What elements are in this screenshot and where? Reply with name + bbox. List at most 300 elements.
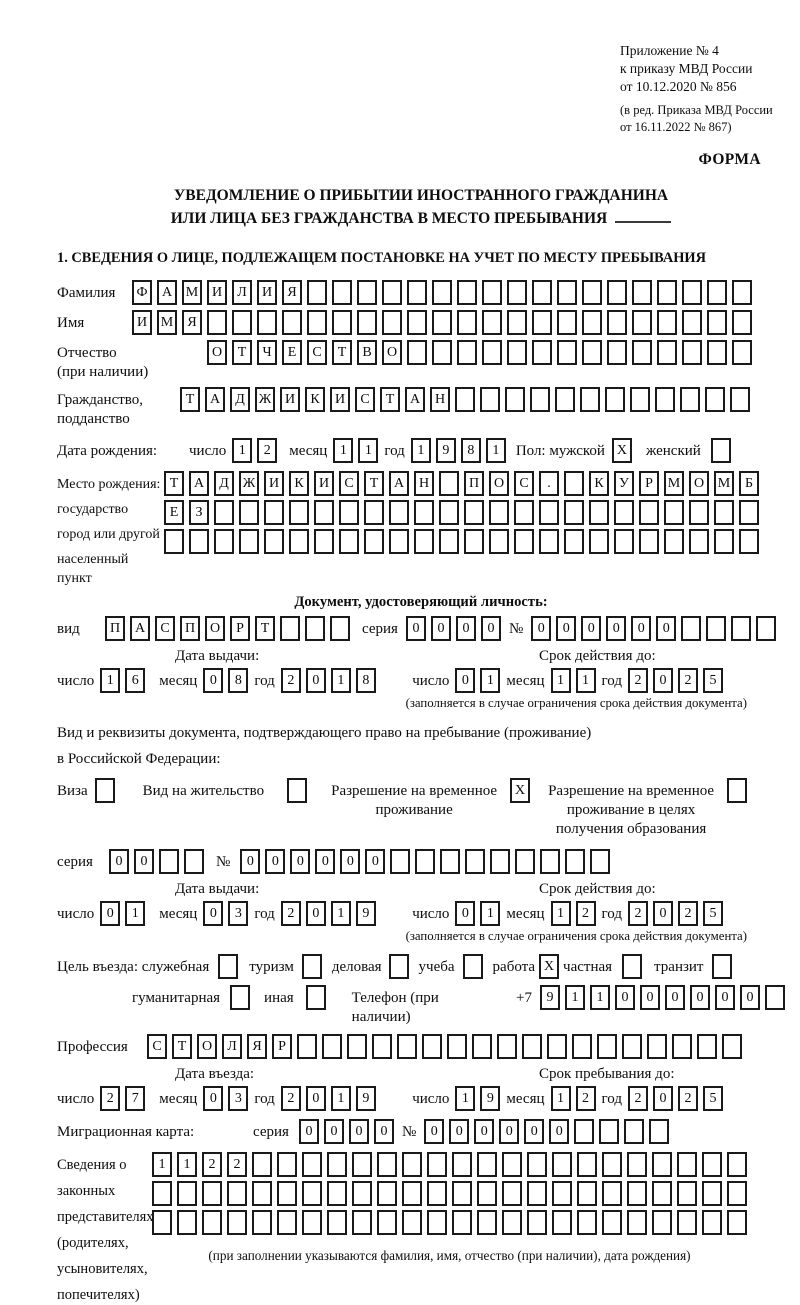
form-cell[interactable]: 0 (474, 1119, 494, 1144)
form-cell[interactable] (277, 1152, 297, 1177)
form-cell[interactable] (332, 310, 352, 335)
form-cell[interactable] (164, 529, 184, 554)
form-cell[interactable] (605, 387, 625, 412)
form-cell[interactable]: И (132, 310, 152, 335)
form-cell[interactable]: 0 (531, 616, 551, 641)
form-cell[interactable]: Я (182, 310, 202, 335)
form-cell[interactable] (347, 1034, 367, 1059)
form-cell[interactable] (327, 1181, 347, 1206)
form-cell[interactable] (657, 340, 677, 365)
form-cell[interactable] (707, 340, 727, 365)
form-cell[interactable]: Т (164, 471, 184, 496)
form-cell[interactable]: 1 (152, 1152, 172, 1177)
form-cell[interactable]: 0 (631, 616, 651, 641)
form-cell[interactable] (502, 1210, 522, 1235)
form-cell[interactable]: А (189, 471, 209, 496)
purpose-other-checkbox[interactable] (306, 985, 326, 1010)
form-cell[interactable] (440, 849, 460, 874)
form-cell[interactable] (702, 1152, 722, 1177)
form-cell[interactable] (490, 849, 510, 874)
form-cell[interactable] (264, 500, 284, 525)
form-cell[interactable] (580, 387, 600, 412)
form-cell[interactable] (681, 616, 701, 641)
form-cell[interactable] (477, 1210, 497, 1235)
form-cell[interactable] (280, 616, 300, 641)
purpose-work-checkbox[interactable]: X (539, 954, 559, 979)
form-cell[interactable] (657, 280, 677, 305)
form-cell[interactable]: 0 (299, 1119, 319, 1144)
form-cell[interactable]: 2 (628, 668, 648, 693)
form-cell[interactable] (407, 310, 427, 335)
form-cell[interactable] (607, 280, 627, 305)
form-cell[interactable]: Л (232, 280, 252, 305)
form-cell[interactable] (302, 1210, 322, 1235)
form-cell[interactable] (539, 500, 559, 525)
form-cell[interactable]: С (307, 340, 327, 365)
purpose-private-checkbox[interactable] (622, 954, 642, 979)
form-cell[interactable]: 2 (100, 1086, 120, 1111)
form-cell[interactable] (457, 310, 477, 335)
form-cell[interactable] (377, 1152, 397, 1177)
form-cell[interactable] (639, 529, 659, 554)
form-cell[interactable]: 0 (456, 616, 476, 641)
form-cell[interactable] (189, 529, 209, 554)
form-cell[interactable]: 0 (306, 668, 326, 693)
form-cell[interactable] (264, 529, 284, 554)
form-cell[interactable] (352, 1181, 372, 1206)
form-cell[interactable] (532, 310, 552, 335)
form-cell[interactable] (227, 1210, 247, 1235)
form-cell[interactable] (414, 500, 434, 525)
form-cell[interactable] (464, 529, 484, 554)
form-cell[interactable] (489, 529, 509, 554)
form-cell[interactable] (352, 1152, 372, 1177)
form-cell[interactable] (477, 1152, 497, 1177)
form-cell[interactable] (447, 1034, 467, 1059)
form-cell[interactable] (672, 1034, 692, 1059)
form-cell[interactable] (477, 1181, 497, 1206)
form-cell[interactable]: Я (282, 280, 302, 305)
form-cell[interactable] (152, 1181, 172, 1206)
form-cell[interactable] (589, 529, 609, 554)
form-cell[interactable] (602, 1181, 622, 1206)
form-cell[interactable]: В (357, 340, 377, 365)
temp-residence-checkbox[interactable]: X (510, 778, 530, 803)
form-cell[interactable]: П (180, 616, 200, 641)
form-cell[interactable] (184, 849, 204, 874)
form-cell[interactable]: 8 (461, 438, 481, 463)
form-cell[interactable]: Т (332, 340, 352, 365)
form-cell[interactable] (339, 529, 359, 554)
form-cell[interactable]: 1 (331, 668, 351, 693)
form-cell[interactable]: 2 (202, 1152, 222, 1177)
form-cell[interactable] (557, 340, 577, 365)
form-cell[interactable] (527, 1152, 547, 1177)
form-cell[interactable]: 1 (455, 1086, 475, 1111)
form-cell[interactable]: 0 (640, 985, 660, 1010)
form-cell[interactable] (339, 500, 359, 525)
form-cell[interactable]: 0 (615, 985, 635, 1010)
form-cell[interactable] (457, 280, 477, 305)
form-cell[interactable] (252, 1152, 272, 1177)
form-cell[interactable]: 0 (349, 1119, 369, 1144)
form-cell[interactable] (552, 1181, 572, 1206)
form-cell[interactable] (452, 1152, 472, 1177)
form-cell[interactable]: 0 (134, 849, 154, 874)
form-cell[interactable] (305, 616, 325, 641)
form-cell[interactable] (682, 280, 702, 305)
form-cell[interactable] (682, 340, 702, 365)
purpose-transit-checkbox[interactable] (712, 954, 732, 979)
form-cell[interactable]: 0 (290, 849, 310, 874)
form-cell[interactable]: 1 (551, 1086, 571, 1111)
form-cell[interactable] (731, 616, 751, 641)
form-cell[interactable]: Я (247, 1034, 267, 1059)
form-cell[interactable]: 1 (177, 1152, 197, 1177)
form-cell[interactable]: 5 (703, 668, 723, 693)
form-cell[interactable]: М (714, 471, 734, 496)
form-cell[interactable]: Д (214, 471, 234, 496)
form-cell[interactable]: 9 (436, 438, 456, 463)
form-cell[interactable]: 1 (411, 438, 431, 463)
form-cell[interactable] (707, 280, 727, 305)
form-cell[interactable] (652, 1210, 672, 1235)
purpose-official-checkbox[interactable] (218, 954, 238, 979)
form-cell[interactable]: 0 (340, 849, 360, 874)
form-cell[interactable]: 0 (203, 668, 223, 693)
form-cell[interactable] (630, 387, 650, 412)
residence-permit-checkbox[interactable] (287, 778, 307, 803)
form-cell[interactable] (352, 1210, 372, 1235)
form-cell[interactable]: 1 (331, 1086, 351, 1111)
form-cell[interactable]: 1 (480, 901, 500, 926)
form-cell[interactable] (624, 1119, 644, 1144)
form-cell[interactable] (314, 529, 334, 554)
form-cell[interactable] (389, 529, 409, 554)
form-cell[interactable] (555, 387, 575, 412)
form-cell[interactable] (565, 849, 585, 874)
form-cell[interactable] (402, 1152, 422, 1177)
temp-residence-edu-checkbox[interactable] (727, 778, 747, 803)
form-cell[interactable]: 0 (306, 901, 326, 926)
form-cell[interactable] (756, 616, 776, 641)
form-cell[interactable] (532, 280, 552, 305)
form-cell[interactable]: Б (739, 471, 759, 496)
form-cell[interactable]: И (280, 387, 300, 412)
form-cell[interactable] (332, 280, 352, 305)
form-cell[interactable] (390, 849, 410, 874)
form-cell[interactable] (177, 1210, 197, 1235)
form-cell[interactable] (422, 1034, 442, 1059)
form-cell[interactable]: К (589, 471, 609, 496)
sex-male-checkbox[interactable]: X (612, 438, 632, 463)
form-cell[interactable] (439, 529, 459, 554)
form-cell[interactable]: 9 (480, 1086, 500, 1111)
form-cell[interactable] (482, 340, 502, 365)
form-cell[interactable] (714, 529, 734, 554)
form-cell[interactable] (252, 1181, 272, 1206)
form-cell[interactable] (557, 280, 577, 305)
form-cell[interactable]: 5 (703, 1086, 723, 1111)
form-cell[interactable] (382, 280, 402, 305)
form-cell[interactable] (590, 849, 610, 874)
form-cell[interactable]: Д (230, 387, 250, 412)
form-cell[interactable] (427, 1210, 447, 1235)
form-cell[interactable]: Т (255, 616, 275, 641)
form-cell[interactable]: И (264, 471, 284, 496)
form-cell[interactable] (389, 500, 409, 525)
form-cell[interactable] (682, 310, 702, 335)
form-cell[interactable] (722, 1034, 742, 1059)
form-cell[interactable] (727, 1152, 747, 1177)
form-cell[interactable] (622, 1034, 642, 1059)
form-cell[interactable] (527, 1210, 547, 1235)
form-cell[interactable] (514, 500, 534, 525)
form-cell[interactable]: 1 (486, 438, 506, 463)
form-cell[interactable] (377, 1181, 397, 1206)
form-cell[interactable] (627, 1181, 647, 1206)
form-cell[interactable] (677, 1210, 697, 1235)
form-cell[interactable] (377, 1210, 397, 1235)
sex-female-checkbox[interactable] (711, 438, 731, 463)
form-cell[interactable]: Т (232, 340, 252, 365)
purpose-business-checkbox[interactable] (389, 954, 409, 979)
form-cell[interactable] (639, 500, 659, 525)
form-cell[interactable] (727, 1181, 747, 1206)
form-cell[interactable] (677, 1181, 697, 1206)
form-cell[interactable] (297, 1034, 317, 1059)
form-cell[interactable]: 0 (265, 849, 285, 874)
form-cell[interactable]: 0 (606, 616, 626, 641)
form-cell[interactable] (152, 1210, 172, 1235)
form-cell[interactable]: 8 (356, 668, 376, 693)
form-cell[interactable] (327, 1152, 347, 1177)
form-cell[interactable] (432, 280, 452, 305)
form-cell[interactable] (364, 500, 384, 525)
form-cell[interactable] (564, 500, 584, 525)
form-cell[interactable]: 0 (406, 616, 426, 641)
form-cell[interactable] (705, 387, 725, 412)
form-cell[interactable] (432, 340, 452, 365)
form-cell[interactable] (732, 340, 752, 365)
form-cell[interactable] (252, 1210, 272, 1235)
form-cell[interactable]: И (330, 387, 350, 412)
form-cell[interactable]: 0 (203, 1086, 223, 1111)
form-cell[interactable] (489, 500, 509, 525)
form-cell[interactable] (415, 849, 435, 874)
form-cell[interactable]: Ф (132, 280, 152, 305)
form-cell[interactable] (207, 310, 227, 335)
form-cell[interactable] (706, 616, 726, 641)
form-cell[interactable] (532, 340, 552, 365)
form-cell[interactable]: 1 (551, 901, 571, 926)
form-cell[interactable] (632, 340, 652, 365)
form-cell[interactable]: Е (164, 500, 184, 525)
form-cell[interactable] (602, 1152, 622, 1177)
form-cell[interactable] (289, 529, 309, 554)
form-cell[interactable]: Р (230, 616, 250, 641)
form-cell[interactable] (457, 340, 477, 365)
form-cell[interactable] (577, 1181, 597, 1206)
form-cell[interactable] (632, 280, 652, 305)
form-cell[interactable] (739, 500, 759, 525)
form-cell[interactable]: 1 (125, 901, 145, 926)
form-cell[interactable]: С (355, 387, 375, 412)
form-cell[interactable]: 2 (678, 1086, 698, 1111)
form-cell[interactable]: 1 (551, 668, 571, 693)
form-cell[interactable] (689, 500, 709, 525)
form-cell[interactable] (655, 387, 675, 412)
form-cell[interactable] (527, 1181, 547, 1206)
form-cell[interactable] (482, 310, 502, 335)
form-cell[interactable]: П (464, 471, 484, 496)
form-cell[interactable] (505, 387, 525, 412)
form-cell[interactable] (572, 1034, 592, 1059)
form-cell[interactable] (597, 1034, 617, 1059)
form-cell[interactable] (439, 471, 459, 496)
form-cell[interactable] (765, 985, 785, 1010)
form-cell[interactable]: О (382, 340, 402, 365)
form-cell[interactable] (589, 500, 609, 525)
form-cell[interactable] (427, 1181, 447, 1206)
form-cell[interactable]: 0 (240, 849, 260, 874)
form-cell[interactable]: М (182, 280, 202, 305)
form-cell[interactable]: 0 (365, 849, 385, 874)
form-cell[interactable] (314, 500, 334, 525)
form-cell[interactable]: А (130, 616, 150, 641)
form-cell[interactable]: 0 (715, 985, 735, 1010)
form-cell[interactable]: 0 (424, 1119, 444, 1144)
form-cell[interactable] (464, 500, 484, 525)
form-cell[interactable] (627, 1210, 647, 1235)
form-cell[interactable] (540, 849, 560, 874)
form-cell[interactable] (214, 500, 234, 525)
form-cell[interactable]: К (305, 387, 325, 412)
form-cell[interactable] (552, 1152, 572, 1177)
form-cell[interactable] (482, 280, 502, 305)
form-cell[interactable]: 2 (576, 1086, 596, 1111)
form-cell[interactable]: 6 (125, 668, 145, 693)
form-cell[interactable]: Ж (255, 387, 275, 412)
form-cell[interactable] (427, 1152, 447, 1177)
form-cell[interactable] (289, 500, 309, 525)
form-cell[interactable] (330, 616, 350, 641)
form-cell[interactable]: 2 (678, 668, 698, 693)
form-cell[interactable] (177, 1181, 197, 1206)
form-cell[interactable]: 3 (228, 1086, 248, 1111)
form-cell[interactable] (657, 310, 677, 335)
form-cell[interactable]: О (205, 616, 225, 641)
form-cell[interactable] (277, 1210, 297, 1235)
purpose-study-checkbox[interactable] (463, 954, 483, 979)
form-cell[interactable]: И (207, 280, 227, 305)
form-cell[interactable] (402, 1181, 422, 1206)
form-cell[interactable]: 0 (665, 985, 685, 1010)
form-cell[interactable]: С (339, 471, 359, 496)
form-cell[interactable] (530, 387, 550, 412)
form-cell[interactable]: 2 (628, 901, 648, 926)
form-cell[interactable]: З (189, 500, 209, 525)
form-cell[interactable] (522, 1034, 542, 1059)
form-cell[interactable]: 0 (524, 1119, 544, 1144)
form-cell[interactable]: 2 (257, 438, 277, 463)
form-cell[interactable]: А (389, 471, 409, 496)
form-cell[interactable]: 0 (653, 901, 673, 926)
form-cell[interactable]: 0 (581, 616, 601, 641)
form-cell[interactable]: 0 (109, 849, 129, 874)
form-cell[interactable] (507, 340, 527, 365)
form-cell[interactable] (607, 340, 627, 365)
form-cell[interactable] (465, 849, 485, 874)
form-cell[interactable] (357, 310, 377, 335)
form-cell[interactable]: 2 (628, 1086, 648, 1111)
form-cell[interactable] (382, 310, 402, 335)
form-cell[interactable]: 0 (455, 901, 475, 926)
form-cell[interactable] (732, 280, 752, 305)
form-cell[interactable]: 0 (306, 1086, 326, 1111)
form-cell[interactable] (677, 1152, 697, 1177)
form-cell[interactable]: Н (430, 387, 450, 412)
form-cell[interactable]: Т (364, 471, 384, 496)
form-cell[interactable]: 0 (656, 616, 676, 641)
form-cell[interactable] (697, 1034, 717, 1059)
form-cell[interactable] (652, 1181, 672, 1206)
form-cell[interactable]: 0 (100, 901, 120, 926)
form-cell[interactable] (607, 310, 627, 335)
form-cell[interactable] (564, 529, 584, 554)
form-cell[interactable] (202, 1181, 222, 1206)
form-cell[interactable]: О (489, 471, 509, 496)
form-cell[interactable]: 2 (576, 901, 596, 926)
form-cell[interactable] (702, 1210, 722, 1235)
form-cell[interactable]: 0 (556, 616, 576, 641)
form-cell[interactable]: И (257, 280, 277, 305)
form-cell[interactable] (364, 529, 384, 554)
form-cell[interactable] (507, 280, 527, 305)
form-cell[interactable]: 2 (281, 668, 301, 693)
form-cell[interactable]: 9 (540, 985, 560, 1010)
form-cell[interactable]: Т (172, 1034, 192, 1059)
form-cell[interactable]: 1 (565, 985, 585, 1010)
form-cell[interactable] (582, 340, 602, 365)
form-cell[interactable] (227, 1181, 247, 1206)
form-cell[interactable]: Р (272, 1034, 292, 1059)
form-cell[interactable] (282, 310, 302, 335)
form-cell[interactable] (627, 1152, 647, 1177)
form-cell[interactable]: 0 (499, 1119, 519, 1144)
form-cell[interactable] (214, 529, 234, 554)
form-cell[interactable] (502, 1181, 522, 1206)
form-cell[interactable] (232, 310, 252, 335)
form-cell[interactable] (455, 387, 475, 412)
purpose-tourism-checkbox[interactable] (302, 954, 322, 979)
form-cell[interactable] (574, 1119, 594, 1144)
form-cell[interactable] (397, 1034, 417, 1059)
form-cell[interactable] (480, 387, 500, 412)
form-cell[interactable]: 1 (331, 901, 351, 926)
form-cell[interactable] (547, 1034, 567, 1059)
form-cell[interactable]: С (155, 616, 175, 641)
form-cell[interactable] (502, 1152, 522, 1177)
form-cell[interactable] (702, 1181, 722, 1206)
form-cell[interactable] (514, 529, 534, 554)
form-cell[interactable]: 2 (281, 1086, 301, 1111)
form-cell[interactable]: 9 (356, 901, 376, 926)
form-cell[interactable] (664, 500, 684, 525)
form-cell[interactable] (515, 849, 535, 874)
form-cell[interactable]: 1 (333, 438, 353, 463)
form-cell[interactable] (432, 310, 452, 335)
